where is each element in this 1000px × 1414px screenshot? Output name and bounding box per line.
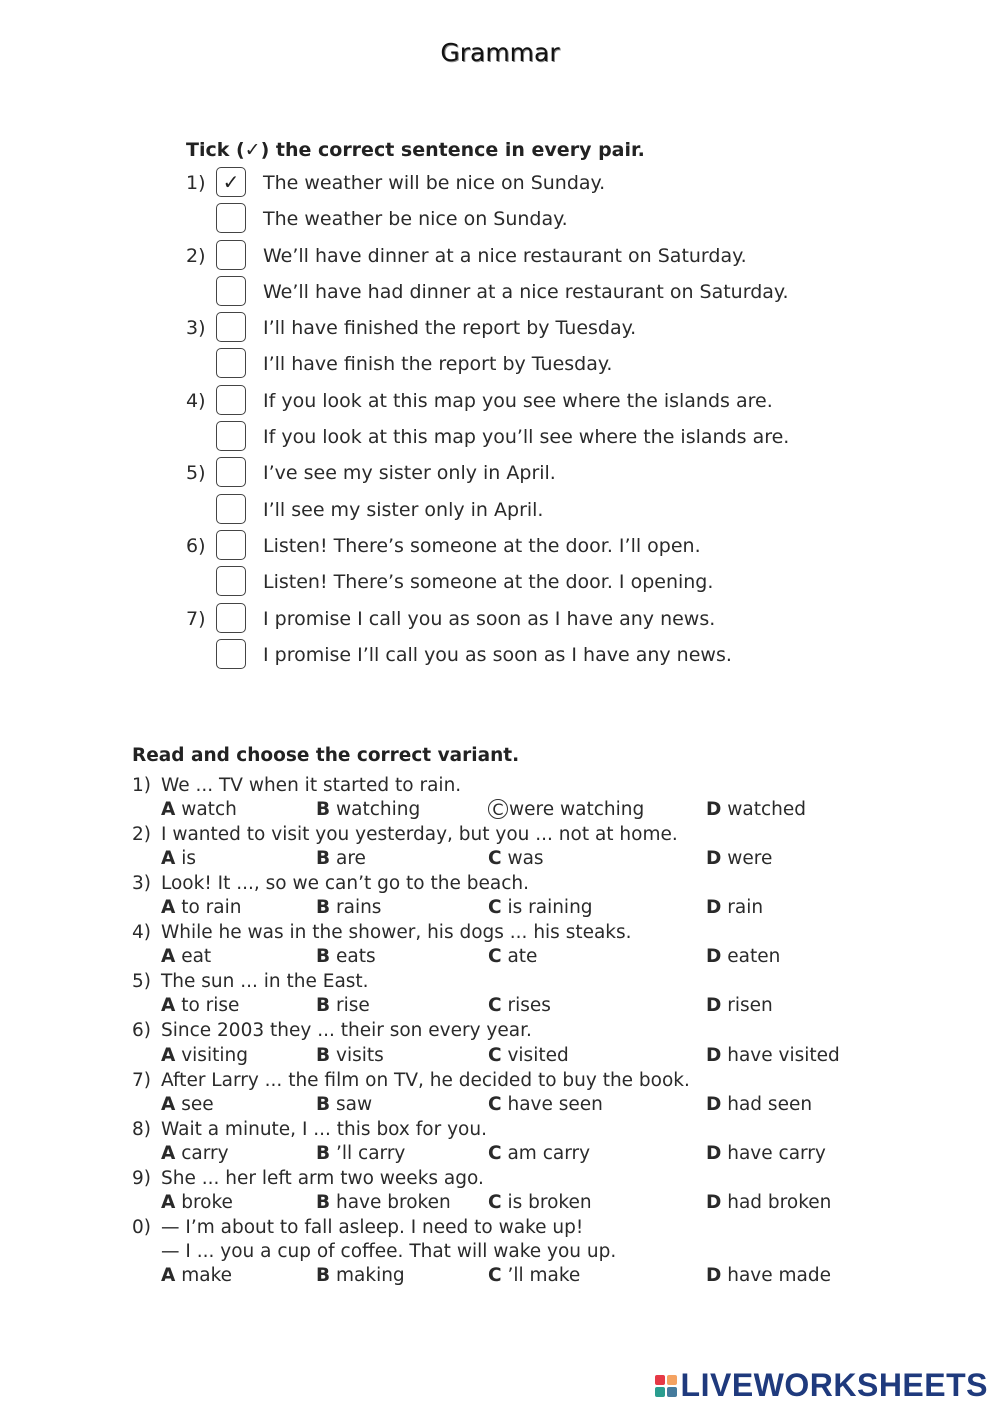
option-letter: B — [316, 1044, 331, 1066]
option-letter: D — [706, 1093, 722, 1115]
logo-square — [667, 1375, 677, 1385]
option-text: see — [181, 1093, 214, 1115]
option-letter: C — [488, 1191, 502, 1213]
option-text: watch — [181, 799, 237, 821]
option-text: watching — [336, 799, 421, 821]
option-c[interactable] — [488, 1093, 603, 1117]
item-number: 7) — [186, 607, 206, 630]
tick-row — [186, 602, 826, 638]
choice-instruction: Read and choose the correct variant. — [132, 745, 520, 766]
option-letter: D — [706, 1191, 722, 1213]
option-b[interactable] — [316, 945, 376, 969]
options-row — [132, 1191, 872, 1216]
option-letter: B — [316, 897, 331, 919]
tick-checkbox[interactable] — [216, 276, 246, 306]
options-row — [132, 945, 872, 970]
tick-row — [186, 456, 826, 492]
tick-checkbox[interactable] — [216, 457, 246, 487]
option-d[interactable] — [706, 1093, 812, 1117]
options-row — [132, 994, 872, 1019]
option-text: were watching — [509, 799, 645, 821]
tick-checkbox[interactable] — [216, 566, 246, 596]
question-text: We ... TV when it started to rain. — [161, 775, 462, 796]
option-letter: D — [706, 995, 722, 1017]
option-letter: B — [316, 1265, 331, 1287]
option-text: visits — [336, 1044, 384, 1066]
option-letter: A — [161, 946, 176, 968]
option-letter: C — [488, 897, 502, 919]
circled-answer-icon: C — [488, 799, 508, 819]
option-text: eaten — [727, 946, 781, 968]
tick-row — [186, 239, 826, 275]
options-row — [132, 1142, 872, 1167]
item-number: 2) — [186, 244, 206, 267]
sentence-text: The weather will be nice on Sunday. — [263, 172, 606, 194]
option-letter: C — [488, 1142, 502, 1164]
option-c[interactable] — [488, 1044, 569, 1068]
option-letter: B — [316, 799, 331, 821]
option-letter: C — [488, 946, 502, 968]
tick-list — [186, 166, 826, 674]
logo-square — [667, 1387, 677, 1397]
question-line — [132, 774, 872, 798]
option-a[interactable] — [161, 1142, 229, 1166]
option-text: have visited — [727, 1044, 840, 1066]
option-b[interactable] — [316, 1142, 405, 1166]
option-d[interactable] — [706, 847, 772, 871]
option-letter: A — [161, 1142, 176, 1164]
item-number: 6) — [186, 534, 206, 557]
page-title: Grammar — [440, 38, 560, 67]
option-text: is raining — [507, 897, 593, 919]
question-number: 5) — [132, 971, 151, 993]
tick-checkbox[interactable] — [216, 348, 246, 378]
option-letter: D — [706, 1044, 722, 1066]
option-text: had seen — [727, 1093, 813, 1115]
question-number: 9) — [132, 1167, 151, 1189]
option-text: visiting — [181, 1044, 248, 1066]
option-c[interactable] — [488, 994, 551, 1018]
option-c[interactable] — [488, 1264, 580, 1288]
option-letter: A — [161, 1265, 176, 1287]
option-text: had broken — [727, 1191, 832, 1213]
option-letter: B — [316, 946, 331, 968]
sentence-text: Listen! There’s someone at the door. I’ll open. — [263, 534, 701, 557]
option-a[interactable] — [161, 798, 237, 822]
tick-row — [186, 565, 826, 601]
option-letter: C — [488, 1265, 502, 1287]
tick-row — [186, 638, 826, 674]
tick-checkbox[interactable] — [216, 639, 246, 669]
tick-row — [186, 493, 826, 529]
option-b[interactable] — [316, 1044, 384, 1068]
option-letter: D — [706, 1265, 722, 1287]
question-number: 4) — [132, 922, 151, 944]
option-a[interactable] — [161, 1044, 248, 1068]
option-text: was — [507, 848, 544, 870]
tick-checkbox[interactable] — [216, 421, 246, 451]
question-number: 0) — [132, 1216, 151, 1238]
option-text: watched — [727, 799, 806, 821]
question-number: 3) — [132, 873, 151, 895]
options-row — [132, 1044, 872, 1069]
option-text: are — [336, 848, 366, 870]
option-text: saw — [336, 1093, 373, 1115]
sentence-text: I promise I call you as soon as I have any news. — [263, 607, 716, 630]
option-a[interactable] — [161, 1093, 214, 1117]
option-b[interactable] — [316, 1093, 372, 1117]
option-text: ate — [507, 946, 538, 968]
option-letter: A — [161, 1044, 176, 1066]
option-b[interactable] — [316, 1264, 405, 1288]
option-text: visited — [507, 1044, 569, 1066]
sentence-text: I promise I’ll call you as soon as I have any news. — [263, 643, 732, 666]
tick-row — [186, 384, 826, 420]
option-text: risen — [727, 995, 773, 1017]
tick-row — [186, 311, 826, 347]
option-text: were — [727, 848, 773, 870]
tick-checkbox[interactable] — [216, 240, 246, 270]
option-letter: A — [161, 848, 176, 870]
option-letter: C — [488, 848, 502, 870]
option-letter: D — [706, 946, 722, 968]
option-d[interactable] — [706, 896, 763, 920]
option-text: making — [336, 1265, 405, 1287]
option-letter: B — [316, 848, 331, 870]
options-row — [132, 896, 872, 921]
option-letter: B — [316, 1142, 331, 1164]
question-text: The sun ... in the East. — [161, 971, 369, 993]
option-c[interactable] — [488, 945, 537, 969]
question-text: I wanted to visit you yesterday, but you ... not at home. — [161, 824, 678, 846]
question-line — [132, 1240, 872, 1264]
option-text: am carry — [507, 1142, 591, 1164]
option-letter: A — [161, 799, 176, 821]
option-letter: B — [316, 995, 331, 1017]
option-text: to rise — [181, 995, 240, 1017]
question-text: — I’m about to fall asleep. I need to wake up! — [161, 1216, 584, 1238]
sentence-text: Listen! There’s someone at the door. I opening. — [263, 571, 714, 594]
option-letter: D — [706, 1142, 722, 1164]
option-c[interactable] — [488, 847, 544, 871]
question-line — [132, 1069, 872, 1093]
tick-row — [186, 420, 826, 456]
option-b[interactable] — [316, 1191, 451, 1215]
option-d[interactable] — [706, 1142, 826, 1166]
question-text: She ... her left arm two weeks ago. — [161, 1167, 484, 1189]
option-letter: A — [161, 1191, 176, 1213]
option-letter: B — [316, 1191, 331, 1213]
option-letter: D — [706, 897, 722, 919]
option-d[interactable] — [706, 798, 806, 822]
question-line — [132, 1167, 872, 1191]
question-line — [132, 872, 872, 896]
option-text: ’ll make — [507, 1265, 581, 1287]
option-text: ’ll carry — [336, 1142, 406, 1164]
option-text: rise — [336, 995, 370, 1017]
question-line — [132, 1216, 872, 1240]
option-b[interactable] — [316, 896, 381, 920]
logo-mark-icon — [655, 1375, 677, 1397]
option-a[interactable] — [161, 847, 196, 871]
option-text: is broken — [507, 1191, 592, 1213]
options-row — [132, 1264, 872, 1289]
question-text: While he was in the shower, his dogs ... his steaks. — [161, 922, 632, 944]
option-text: carry — [181, 1142, 229, 1164]
sentence-text: I’ll see my sister only in April. — [263, 498, 544, 521]
question-number: 7) — [132, 1069, 151, 1091]
tick-row — [186, 166, 826, 202]
question-line — [132, 921, 872, 945]
choice-exercise — [132, 742, 872, 1289]
choice-list — [132, 774, 872, 1289]
question-line — [132, 823, 872, 847]
sentence-text: If you look at this map you see where the islands are. — [263, 389, 773, 412]
sentence-text: I’ll have finish the report by Tuesday. — [263, 353, 613, 376]
option-letter: A — [161, 897, 176, 919]
option-letter: C — [488, 1093, 502, 1115]
option-b[interactable] — [316, 798, 420, 822]
option-letter: D — [706, 799, 722, 821]
tick-row — [186, 275, 826, 311]
tick-checkbox[interactable] — [216, 203, 246, 233]
option-c[interactable] — [488, 896, 593, 920]
sentence-text: The weather be nice on Sunday. — [263, 208, 568, 231]
option-a[interactable] — [161, 994, 239, 1018]
liveworksheets-logo — [655, 1367, 988, 1404]
item-number: 4) — [186, 389, 206, 412]
logo-square — [655, 1375, 665, 1385]
question-line — [132, 1118, 872, 1142]
question-number: 2) — [132, 824, 151, 846]
option-d[interactable] — [706, 945, 780, 969]
tick-checkbox[interactable] — [216, 530, 246, 560]
option-text: have carry — [727, 1142, 826, 1164]
option-text: eat — [181, 946, 212, 968]
tick-exercise — [186, 134, 826, 674]
sentence-text: I’ll have finished the report by Tuesday. — [263, 317, 637, 340]
item-number: 5) — [186, 462, 206, 485]
item-number: 3) — [186, 317, 206, 340]
logo-square — [655, 1387, 665, 1397]
question-number: 6) — [132, 1020, 151, 1042]
option-a[interactable] — [161, 1191, 233, 1215]
tick-checkbox[interactable] — [216, 385, 246, 415]
sentence-text: We’ll have dinner at a nice restaurant on Saturday. — [263, 244, 747, 267]
option-c[interactable] — [488, 1191, 592, 1215]
sentence-text: We’ll have had dinner at a nice restaurant on Saturday. — [263, 280, 789, 303]
tick-row — [186, 347, 826, 383]
option-text: rains — [336, 897, 382, 919]
option-letter: D — [706, 848, 722, 870]
tick-instruction: Tick (✓) the correct sentence in every pair. — [186, 139, 645, 161]
logo-text: LIVEWORKSHEETS — [680, 1367, 988, 1403]
question-number: 1) — [132, 775, 151, 796]
sentence-text: If you look at this map you’ll see where the islands are. — [263, 426, 790, 449]
options-row — [132, 798, 872, 823]
option-text: make — [181, 1265, 233, 1287]
option-d[interactable] — [706, 1264, 831, 1288]
question-text: Wait a minute, I ... this box for you. — [161, 1118, 487, 1140]
option-letter: A — [161, 1093, 176, 1115]
option-text: have made — [727, 1265, 832, 1287]
option-c[interactable] — [488, 798, 644, 822]
question-line — [132, 1019, 872, 1043]
question-text: — I ... you a cup of coffee. That will wake you up. — [161, 1240, 617, 1262]
question-text: After Larry ... the film on TV, he decided to buy the book. — [161, 1069, 690, 1091]
option-letter: A — [161, 995, 176, 1017]
option-a[interactable] — [161, 896, 241, 920]
option-text: broke — [181, 1191, 233, 1213]
option-d[interactable] — [706, 1191, 831, 1215]
option-letter: C — [488, 995, 502, 1017]
tick-row — [186, 529, 826, 565]
tick-checkbox[interactable] — [216, 312, 246, 342]
option-letter: B — [316, 1093, 331, 1115]
options-row — [132, 1093, 872, 1118]
option-letter: C — [488, 1044, 502, 1066]
option-a[interactable] — [161, 1264, 232, 1288]
item-number: 1) — [186, 172, 206, 194]
question-number: 8) — [132, 1118, 151, 1140]
question-text: Since 2003 they ... their son every year. — [161, 1020, 532, 1042]
option-text: rises — [507, 995, 551, 1017]
tick-checkbox[interactable] — [216, 603, 246, 633]
option-text: have seen — [507, 1093, 603, 1115]
option-text: eats — [336, 946, 376, 968]
option-a[interactable] — [161, 945, 211, 969]
option-d[interactable] — [706, 994, 773, 1018]
option-text: have broken — [336, 1191, 451, 1213]
option-text: to rain — [181, 897, 242, 919]
option-c[interactable] — [488, 1142, 590, 1166]
tick-row — [186, 202, 826, 238]
sentence-text: I’ve see my sister only in April. — [263, 462, 556, 485]
option-text: rain — [727, 897, 764, 919]
option-b[interactable] — [316, 994, 370, 1018]
option-d[interactable] — [706, 1044, 840, 1068]
option-b[interactable] — [316, 847, 366, 871]
options-row — [132, 847, 872, 872]
tick-checkbox[interactable] — [216, 494, 246, 524]
question-line — [132, 970, 872, 994]
tick-checkbox[interactable]: ✓ — [216, 167, 246, 197]
option-text: is — [181, 848, 196, 870]
question-text: Look! It ..., so we can’t go to the beach. — [161, 873, 529, 895]
